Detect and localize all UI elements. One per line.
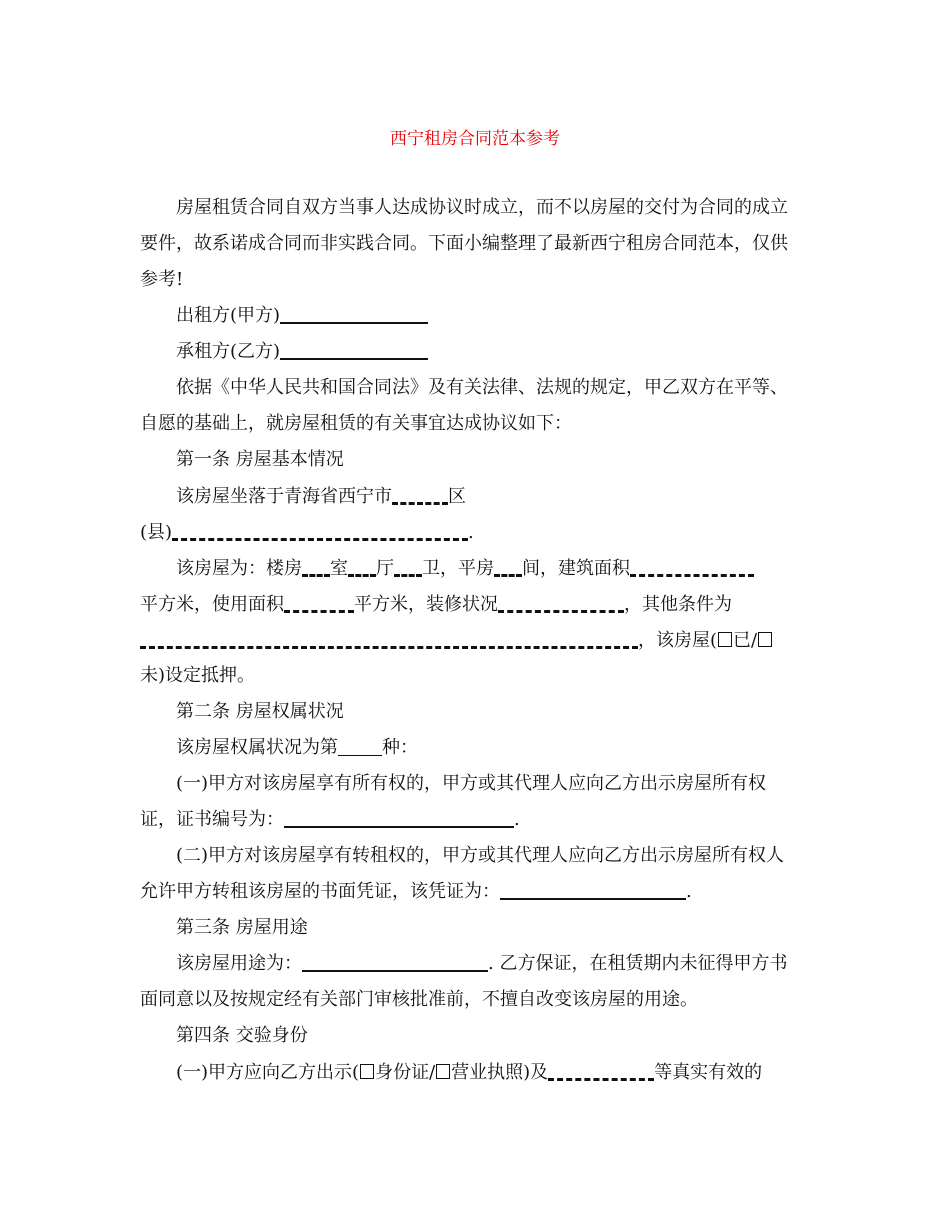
sublet-period: . <box>686 881 692 902</box>
county-period: . <box>468 522 474 543</box>
house-type-text: 该房屋为：楼房 <box>176 558 302 579</box>
ownership-type-text: 该房屋权属状况为第 <box>176 737 338 758</box>
district-blank[interactable] <box>392 484 448 505</box>
identity-text: (一)甲方应向乙方出示( <box>176 1062 360 1083</box>
mortgage-text: ，该房屋( <box>638 630 718 651</box>
id-card-checkbox[interactable] <box>360 1064 374 1079</box>
other-conditions-blank[interactable] <box>140 628 638 649</box>
district-suffix: 区 <box>448 486 466 507</box>
identity-line <box>176 1060 762 1085</box>
use-area-label: 平方米，使用面积 <box>140 594 284 615</box>
ownership-2-line-2 <box>140 880 692 904</box>
intro-line-2: 要件，故系诺成合同而非实践合同。下面小编整理了最新西宁租房合同范本，仅供 <box>140 233 788 254</box>
ownership-2-line-1: (二)甲方对该房屋享有转租权的，甲方或其代理人应向乙方出示房屋所有权人 <box>176 845 785 866</box>
area-label: 间，建筑面积 <box>522 558 630 579</box>
baths-blank[interactable] <box>394 556 422 577</box>
lessor-blank[interactable] <box>280 304 428 324</box>
article-1-heading: 第一条 房屋基本情况 <box>176 449 344 470</box>
use-area-blank[interactable] <box>284 592 354 613</box>
mortgaged-checkbox[interactable] <box>718 632 732 647</box>
lessee-label: 承租方(乙方) <box>176 341 281 362</box>
bungalow-blank[interactable] <box>494 556 522 577</box>
basis-line-1: 依据《中华人民共和国合同法》及有关法律、法规的规定，甲乙双方在平等、 <box>176 377 788 398</box>
location-line <box>176 484 466 509</box>
county-line <box>140 520 474 545</box>
decoration-blank[interactable] <box>498 592 624 613</box>
lessee-blank[interactable] <box>280 340 428 360</box>
usage-label: 该房屋用途为： <box>176 953 302 974</box>
article-4-heading: 第四条 交验身份 <box>176 1025 308 1046</box>
sublet-proof-blank[interactable] <box>500 880 686 900</box>
intro-line-1: 房屋租赁合同自双方当事人达成协议时成立，而不以房屋的交付为合同的成立 <box>176 197 788 218</box>
certificate-period: . <box>514 809 520 830</box>
intro-line-3: 参考! <box>140 269 184 290</box>
usage-line-2: 面同意以及按规定经有关部门审核批准前，不擅自改变该房屋的用途。 <box>140 989 698 1010</box>
usage-line-1 <box>176 952 787 976</box>
certificate-number-blank[interactable] <box>284 808 514 828</box>
other-conditions-label: ，其他条件为 <box>624 594 732 615</box>
ownership-1-line-1: (一)甲方对该房屋享有所有权的，甲方或其代理人应向乙方出示房屋所有权 <box>176 773 767 794</box>
conditions-line <box>140 628 773 653</box>
not-mortgaged-checkbox[interactable] <box>758 632 772 647</box>
ownership-1-line-2 <box>140 808 520 832</box>
halls-label: 厅 <box>376 558 394 579</box>
location-text: 该房屋坐落于青海省西宁市 <box>176 486 392 507</box>
house-type-line <box>176 556 754 581</box>
rooms-blank[interactable] <box>302 556 330 577</box>
lessee-line <box>176 340 428 364</box>
usage-guarantee-text: . 乙方保证，在租赁期内未征得甲方书 <box>488 953 788 974</box>
decoration-label: 平方米，装修状况 <box>354 594 498 615</box>
lessor-label: 出租方(甲方) <box>176 305 281 326</box>
id-card-label: 身份证/ <box>375 1062 436 1083</box>
rooms-label: 室 <box>330 558 348 579</box>
mortgaged-label: 已/ <box>733 630 758 651</box>
basis-line-2: 自愿的基础上，就房屋租赁的有关事宜达成协议如下： <box>140 413 572 434</box>
halls-blank[interactable] <box>348 556 376 577</box>
document-title: 西宁租房合同范本参考 <box>390 129 560 149</box>
county-blank[interactable] <box>172 520 468 541</box>
article-3-heading: 第三条 房屋用途 <box>176 917 308 938</box>
usage-blank[interactable] <box>302 952 488 972</box>
lessor-line <box>176 304 428 328</box>
sublet-proof-label: 允许甲方转租该房屋的书面凭证，该凭证为： <box>140 881 500 902</box>
building-area-blank[interactable] <box>630 556 754 577</box>
ownership-type-blank[interactable] <box>338 737 382 756</box>
business-license-checkbox[interactable] <box>436 1064 450 1079</box>
other-documents-blank[interactable] <box>548 1060 654 1081</box>
article-2-heading: 第二条 房屋权属状况 <box>176 701 344 722</box>
ownership-type-line <box>176 736 418 760</box>
county-label: (县) <box>140 522 173 543</box>
business-license-label: 营业执照)及 <box>451 1062 549 1083</box>
ownership-type-suffix: 种： <box>382 737 418 758</box>
identity-suffix: 等真实有效的 <box>654 1062 763 1083</box>
baths-label: 卫，平房 <box>422 558 494 579</box>
area-line <box>140 592 732 617</box>
mortgage-line: 未)设定抵押。 <box>140 665 256 686</box>
certificate-number-label: 证，证书编号为： <box>140 809 284 830</box>
